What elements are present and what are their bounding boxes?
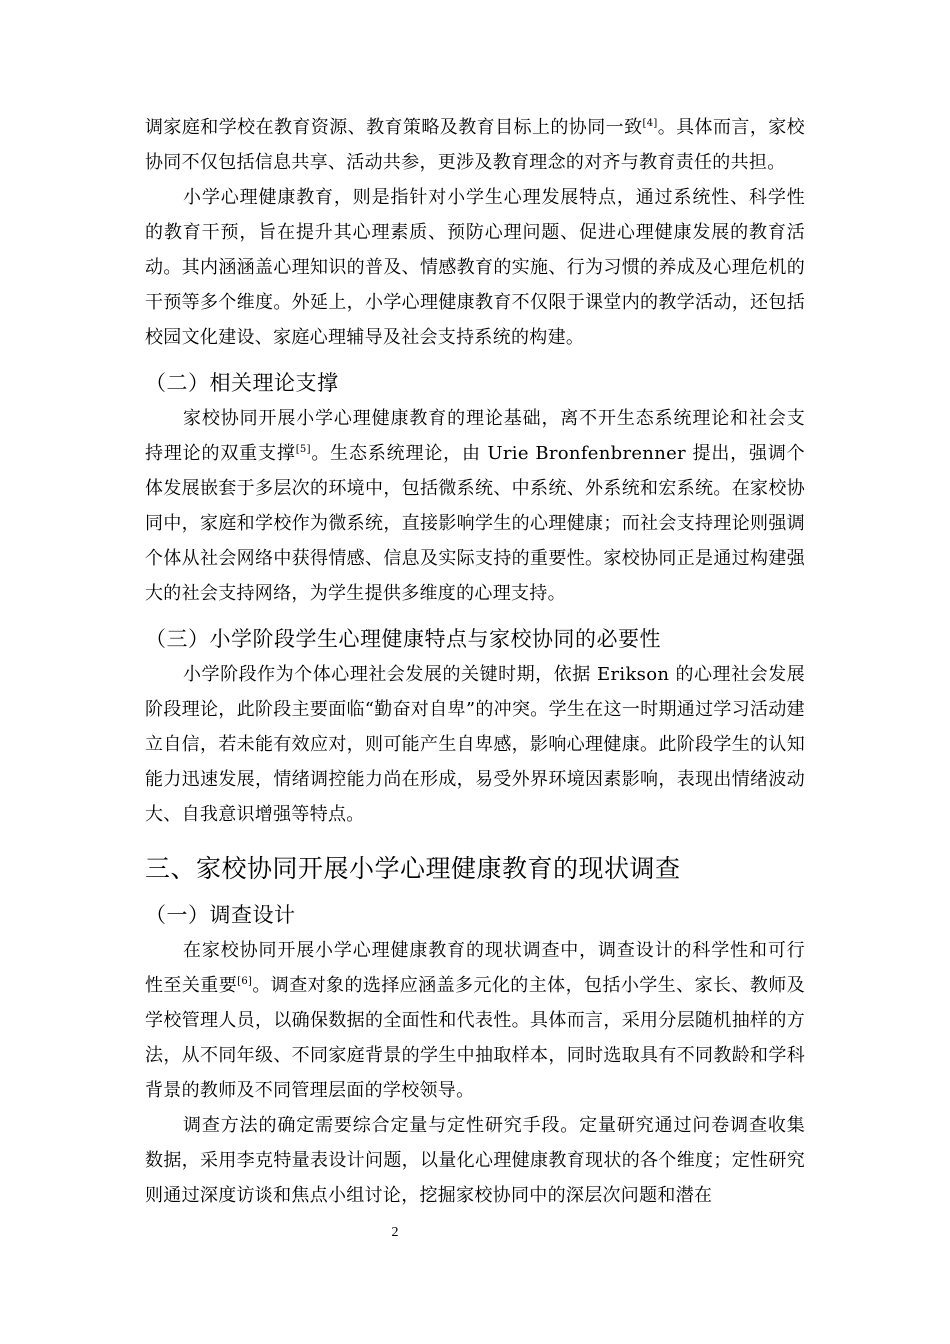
- paragraph-theory-support: [145, 401, 805, 611]
- paragraph-family-school-cooperation: [145, 110, 805, 180]
- citation-ref: [5]: [295, 444, 311, 455]
- subsection-heading-survey-design: （一）调查设计: [145, 903, 296, 927]
- paragraph-text: 在家校协同开展小学心理健康教育的现状调查中，调查设计的科学性和可行性至关重要: [145, 940, 805, 996]
- paragraph-text: 调家庭和学校在教育资源、教育策略及教育目标上的协同一致: [145, 117, 643, 138]
- citation-ref: [4]: [642, 118, 658, 129]
- paragraph-text: 。调查对象的选择应涵盖多元化的主体，包括小学生、家长、教师及学校管理人员，以确保数据的全面性和代表性。具体而言，采用分层随机抽样的方法，从不同年级、不同家庭背景的学生中抽取样本，同时选取具有不同教龄和学科背景的教师及不同管理层面的学校领导。: [145, 975, 806, 1101]
- paragraph-text: 。具体而言，家校协同不仅包括信息共享、活动共参，更涉及教育理念的对齐与教育责任的共担。: [145, 117, 805, 173]
- paragraph-survey-methods: 调查方法的确定需要综合定量与定性研究手段。定量研究通过问卷调查收集数据，采用李克特量表设计问题，以量化心理健康教育现状的各个维度；定性研究则通过深度访谈和焦点小组讨论，挖掘家校协同中的深层次问题和潜在: [145, 1115, 805, 1206]
- document-body: [145, 110, 805, 1213]
- section-heading-survey: 三、家校协同开展小学心理健康教育的现状调查: [145, 854, 681, 883]
- citation-ref: [6]: [237, 976, 253, 987]
- page-number: 2: [391, 1225, 399, 1240]
- subsection-heading-characteristics: （三）小学阶段学生心理健康特点与家校协同的必要性: [145, 627, 661, 651]
- paragraph-text: 家校协同开展小学心理健康教育的理论基础，离不开生态系统理论和社会支持理论的双重支撑: [145, 408, 805, 464]
- paragraph-survey-design: [145, 933, 805, 1108]
- subsection-heading-theory: （二）相关理论支撑: [145, 371, 339, 395]
- paragraph-text: 。生态系统理论，由 Urie Bronfenbrenner 提出，强调个体发展嵌套于多层次的环境中，包括微系统、中系统、外系统和宏系统。在家校协同中，家庭和学校作为微系统，直接影响学生的心理健康；而社会支持理论则强调个体从社会网络中获得情感、信息及实际支持的重要性。家校协同正是通过构建强大的社会支持网络，为学生提供多维度的心理支持。: [145, 443, 805, 604]
- paragraph-mental-health-education: 小学心理健康教育，则是指针对小学生心理发展特点，通过系统性、科学性的教育干预，旨在提升其心理素质、预防心理问题、促进心理健康发展的教育活动。其内涵涵盖心理知识的普及、情感教育的实施、行为习惯的养成及心理危机的干预等多个维度。外延上，小学心理健康教育不仅限于课堂内的教学活动，还包括校园文化建设、家庭心理辅导及社会支持系统的构建。: [145, 187, 805, 348]
- paragraph-student-characteristics: 小学阶段作为个体心理社会发展的关键时期，依据 Erikson 的心理社会发展阶段理论，此阶段主要面临“勤奋对自卑”的冲突。学生在这一时期通过学习活动建立自信，若未能有效应对，则可能产生自卑感，影响心理健康。此阶段学生的认知能力迅速发展，情绪调控能力尚在形成，易受外界环境因素影响，表现出情绪波动大、自我意识增强等特点。: [145, 664, 805, 825]
